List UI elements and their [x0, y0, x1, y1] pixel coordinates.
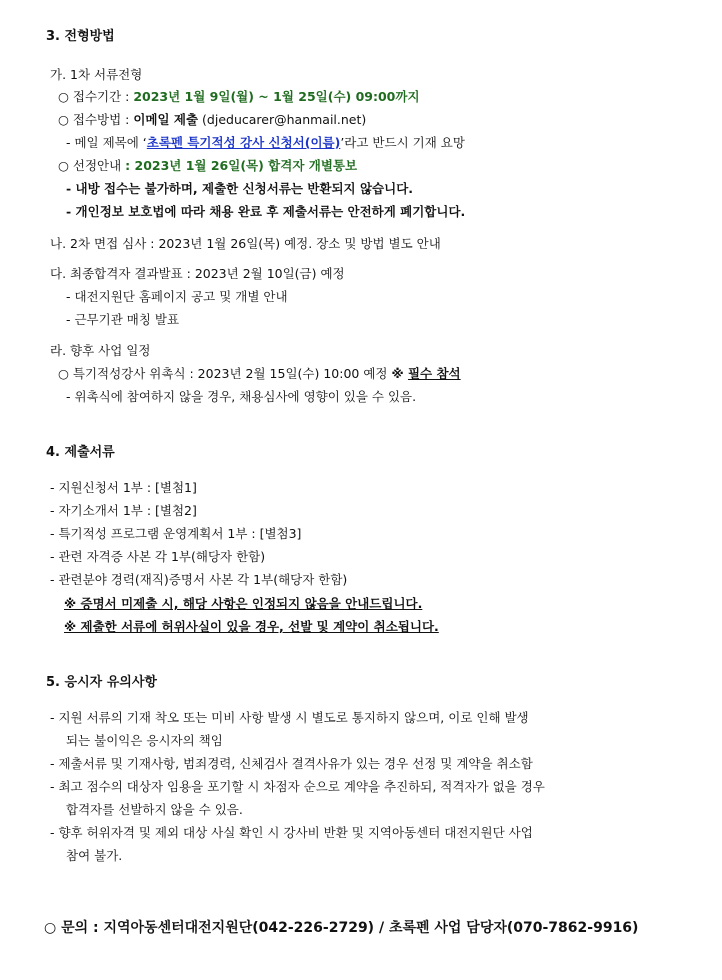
method-line: [58, 111, 366, 129]
notice-line: [58, 157, 357, 175]
doc-item: - 관련분야 경력(재직)증명서 사본 각 1부(해당자 한함): [50, 572, 348, 587]
period-value: 2023년 1월 9일(월) ~ 1월 25일(수) 09:00까지: [133, 89, 420, 104]
caution-4b: 참여 불가.: [66, 848, 123, 863]
notice-value: : 2023년 1월 26일(목) 합격자 개별통보: [125, 158, 358, 173]
stage2-heading: 나. 2차 면접 심사 : 2023년 1월 26일(목) 예정. 장소 및 방법 별도 안내: [50, 236, 441, 251]
caution-1a: - 지원 서류의 기재 착오 또는 미비 사항 발생 시 별도로 통지하지 않으며, 이로 인해 발생: [50, 710, 529, 725]
subject-pre: - 메일 제목에 ‘: [66, 135, 147, 150]
caution-2: - 제출서류 및 기재사항, 범죄경력, 신체검사 결격사유가 있는 경우 선정 및 계약을 취소함: [50, 756, 533, 771]
method-bold: 이메일 제출: [133, 112, 199, 127]
period-label: ○ 접수기간 :: [58, 89, 134, 104]
warning-certificate: ※ 증명서 미제출 시, 해당 사항은 인정되지 않음을 안내드립니다.: [64, 596, 423, 611]
caution-3b: 합격자를 선발하지 않을 수 있음.: [66, 802, 243, 817]
warning-false-info: ※ 제출한 서류에 허위사실이 있을 경우, 선발 및 계약이 취소됩니다.: [64, 619, 439, 634]
ceremony-text: ○ 특기적성강사 위촉식 : 2023년 2월 15일(수) 10:00 예정: [58, 366, 392, 381]
subject-title: 초록펜 특기적성 강사 신청서(이름): [146, 135, 341, 150]
notice-label: ○ 선정안내: [58, 158, 126, 173]
contact-info: ○ 문의 : 지역아동센터대전지원단(042-226-2729) / 초록펜 사업 담당자(070-7862-9916): [44, 920, 639, 936]
note-return: - 내방 접수는 불가하며, 제출한 신청서류는 반환되지 않습니다.: [66, 181, 414, 196]
doc-item: - 특기적성 프로그램 운영계획서 1부 : [별첨3]: [50, 526, 302, 541]
ceremony-line: [58, 365, 461, 383]
caution-1b: 되는 불이익은 응시자의 책임: [66, 733, 223, 748]
final-result-item-1: - 대전지원단 홈페이지 공고 및 개별 안내: [66, 289, 288, 304]
method-email: (djeducarer@hanmail.net): [198, 112, 367, 127]
final-result-heading: 다. 최종합격자 결과발표 : 2023년 2월 10일(금) 예정: [50, 266, 345, 281]
subject-post: ’라고 반드시 기재 요망: [340, 135, 465, 150]
period-line: [58, 88, 420, 106]
doc-item: - 자기소개서 1부 : [별첨2]: [50, 503, 197, 518]
final-result-item-2: - 근무기관 매칭 발표: [66, 312, 180, 327]
reference-mark: ※: [391, 366, 408, 381]
schedule-heading: 라. 향후 사업 일정: [50, 343, 151, 358]
mandatory-note: 필수 참석: [407, 366, 461, 381]
ceremony-note: - 위촉식에 참여하지 않을 경우, 채용심사에 영향이 있을 수 있음.: [66, 389, 417, 404]
subject-line: [66, 134, 465, 152]
method-label: ○ 접수방법 :: [58, 112, 134, 127]
section-4-title: 4. 제출서류: [46, 445, 115, 460]
section-5-title: 5. 응시자 유의사항: [46, 675, 157, 690]
doc-item: - 관련 자격증 사본 각 1부(해당자 한함): [50, 549, 266, 564]
doc-item: - 지원신청서 1부 : [별첨1]: [50, 480, 197, 495]
caution-4a: - 향후 허위자격 및 제외 대상 사실 확인 시 강사비 반환 및 지역아동센터 대전지원단 사업: [50, 825, 533, 840]
stage1-heading: 가. 1차 서류전형: [50, 67, 143, 82]
note-privacy: - 개인정보 보호법에 따라 채용 완료 후 제출서류는 안전하게 폐기합니다.: [66, 204, 466, 219]
section-3-title: 3. 전형방법: [46, 29, 115, 44]
caution-3a: - 최고 점수의 대상자 임용을 포기할 시 차점자 순으로 계약을 추진하되, 적격자가 없을 경우: [50, 779, 545, 794]
